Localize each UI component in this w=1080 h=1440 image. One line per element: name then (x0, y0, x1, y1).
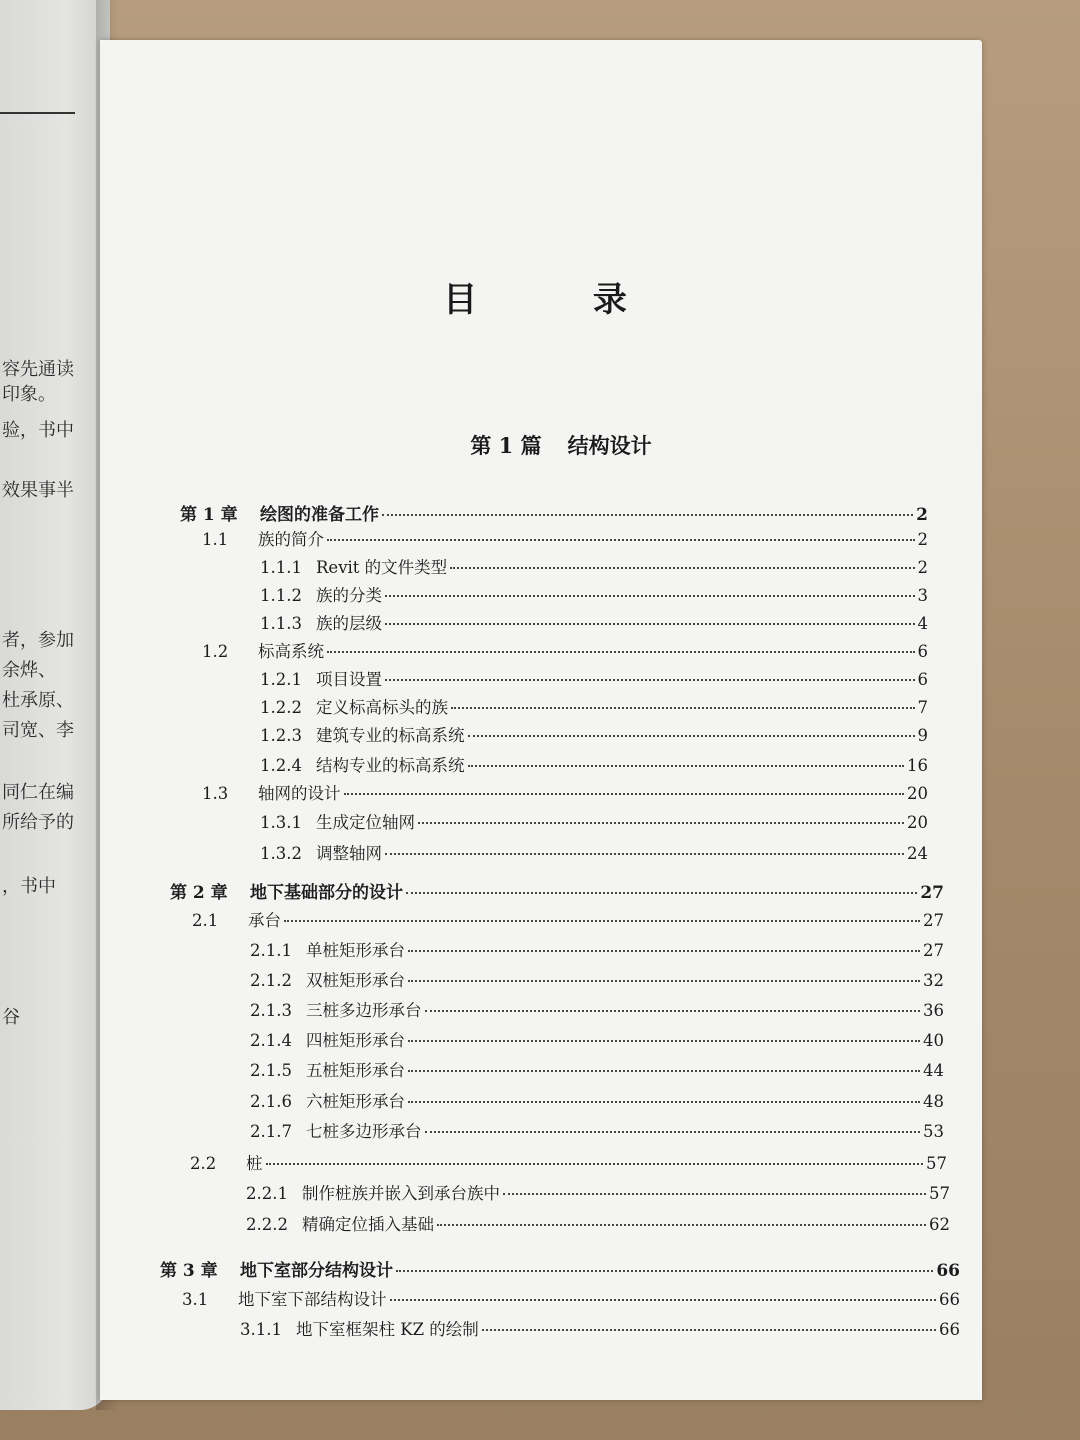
toc-entry-title: 调整轴网 (316, 844, 382, 863)
toc-subsection-entry (260, 840, 928, 864)
toc-entry-number: 3.1 (182, 1290, 209, 1309)
toc-page-number: 40 (923, 1031, 944, 1050)
toc-page-number: 24 (907, 844, 928, 863)
toc-page-number: 27 (920, 883, 944, 903)
toc-entry-title: 地下室框架柱 KZ 的绘制 (296, 1320, 479, 1339)
toc-dot-leader (344, 793, 905, 795)
toc-page-number: 9 (917, 726, 928, 745)
toc-page-number: 3 (917, 586, 928, 605)
toc-entry-number: 1.3.1 (260, 813, 302, 832)
toc-section-entry (192, 907, 944, 931)
left-page-fragment: 效果事半 (2, 480, 74, 501)
toc-subsection-entry (246, 1211, 950, 1235)
left-page-fragment: 验，书中 (2, 420, 74, 441)
toc-entry-number: 第 2 章 (170, 883, 228, 903)
toc-entry-title: 绘图的准备工作 (260, 505, 379, 525)
toc-dot-leader (408, 1101, 920, 1103)
toc-subsection-entry (250, 1088, 944, 1112)
left-page-fragment: 同仁在编 (2, 782, 74, 803)
toc-dot-leader (451, 707, 915, 709)
toc-entry-title: 七桩多边形承台 (306, 1122, 422, 1141)
toc-dot-leader (425, 1131, 921, 1133)
toc-page-number: 4 (917, 614, 928, 633)
page-title: 目 录 (443, 280, 679, 320)
toc-chapter-entry (170, 878, 944, 903)
toc-subsection-entry (250, 937, 944, 961)
toc-subsection-entry (240, 1316, 960, 1340)
toc-page-number: 36 (923, 1001, 944, 1020)
left-page-fragment: ，书中 (2, 876, 56, 897)
left-page-fragment: 余烨、 (2, 660, 56, 681)
toc-entry-title: 族的分类 (316, 586, 382, 605)
left-page-fragment: 者，参加 (2, 630, 74, 651)
table-of-contents (100, 40, 982, 1400)
toc-dot-leader (468, 765, 905, 767)
toc-entry-number: 第 3 章 (160, 1261, 218, 1281)
toc-entry-number: 1.2.2 (260, 698, 302, 717)
toc-dot-leader (408, 980, 920, 982)
toc-dot-leader (396, 1270, 933, 1272)
toc-subsection-entry (250, 967, 944, 991)
toc-entry-number: 2.2.2 (246, 1215, 288, 1234)
toc-dot-leader (468, 735, 915, 737)
part-number: 第 1 篇 (470, 433, 542, 458)
toc-entry-title: 桩 (246, 1154, 263, 1173)
toc-section-entry (182, 1286, 960, 1310)
toc-page-number: 32 (923, 971, 944, 990)
toc-subsection-entry (246, 1180, 950, 1204)
toc-dot-leader (408, 1070, 920, 1072)
toc-entry-number: 2.1.5 (250, 1061, 292, 1080)
toc-subsection-entry (260, 554, 928, 578)
toc-entry-number: 2.1.2 (250, 971, 292, 990)
toc-entry-title: 族的层级 (316, 614, 382, 633)
toc-dot-leader (385, 623, 915, 625)
toc-page-number: 6 (917, 670, 928, 689)
toc-page-number: 66 (939, 1320, 960, 1339)
toc-dot-leader (437, 1224, 926, 1226)
toc-entry-title: 轴网的设计 (258, 784, 341, 803)
toc-page-number: 44 (923, 1061, 944, 1080)
toc-entry-title: 地下室下部结构设计 (238, 1290, 387, 1309)
toc-dot-leader (406, 892, 917, 894)
toc-dot-leader (390, 1299, 937, 1301)
part-title: 结构设计 (567, 433, 652, 458)
toc-section-entry (190, 1150, 947, 1174)
toc-entry-number: 2.2 (190, 1154, 217, 1173)
toc-entry-title: 六桩矩形承台 (306, 1092, 405, 1111)
toc-page-number: 53 (923, 1122, 944, 1141)
toc-entry-number: 1.2.3 (260, 726, 302, 745)
toc-dot-leader (450, 567, 914, 569)
toc-entry-title: 双桩矩形承台 (306, 971, 405, 990)
toc-subsection-entry (250, 1057, 944, 1081)
toc-subsection-entry (260, 610, 928, 634)
toc-entry-number: 1.1.2 (260, 586, 302, 605)
toc-page-number: 16 (907, 756, 928, 775)
toc-entry-number: 2.1.7 (250, 1122, 292, 1141)
toc-entry-title: 建筑专业的标高系统 (316, 726, 465, 745)
contents-page (100, 40, 982, 1400)
toc-page-number: 27 (923, 941, 944, 960)
toc-section-entry (202, 638, 928, 662)
toc-dot-leader (385, 595, 915, 597)
toc-entry-title: 结构专业的标高系统 (316, 756, 465, 775)
toc-entry-number: 1.1 (202, 530, 229, 549)
toc-section-entry (202, 526, 928, 550)
toc-entry-number: 2.2.1 (246, 1184, 288, 1203)
toc-page-number: 20 (907, 813, 928, 832)
toc-entry-number: 1.2.4 (260, 756, 302, 775)
toc-entry-title: 族的简介 (258, 530, 324, 549)
toc-entry-number: 2.1 (192, 911, 219, 930)
toc-page-number: 62 (929, 1215, 950, 1234)
toc-entry-title: 四桩矩形承台 (306, 1031, 405, 1050)
toc-subsection-entry (260, 752, 928, 776)
toc-entry-number: 2.1.1 (250, 941, 292, 960)
toc-chapter-entry (180, 500, 928, 525)
toc-subsection-entry (250, 1118, 944, 1142)
toc-entry-title: 地下室部分结构设计 (240, 1261, 393, 1281)
toc-page-number: 2 (917, 530, 928, 549)
toc-page-number: 48 (923, 1092, 944, 1111)
toc-page-number: 57 (926, 1154, 947, 1173)
left-page-fragment: 印象。 (2, 384, 56, 405)
toc-entry-title: 生成定位轴网 (316, 813, 415, 832)
toc-entry-title: 精确定位插入基础 (302, 1215, 434, 1234)
toc-entry-title: 三桩多边形承台 (306, 1001, 422, 1020)
toc-chapter-entry (160, 1256, 960, 1281)
toc-subsection-entry (260, 809, 928, 833)
toc-entry-title: 定义标高标头的族 (316, 698, 448, 717)
left-page-fragment: 杜承原、 (2, 690, 74, 711)
toc-entry-number: 1.2 (202, 642, 229, 661)
toc-page-number: 66 (939, 1290, 960, 1309)
toc-dot-leader (425, 1010, 921, 1012)
toc-dot-leader (327, 651, 915, 653)
toc-entry-number: 1.3.2 (260, 844, 302, 863)
toc-page-number: 27 (923, 911, 944, 930)
toc-page-number: 6 (917, 642, 928, 661)
toc-dot-leader (266, 1163, 924, 1165)
toc-page-number: 2 (917, 558, 928, 577)
toc-subsection-entry (260, 722, 928, 746)
toc-dot-leader (327, 539, 915, 541)
toc-dot-leader (382, 514, 913, 516)
toc-dot-leader (503, 1193, 926, 1195)
toc-dot-leader (385, 853, 904, 855)
toc-entry-title: 制作桩族并嵌入到承台族中 (302, 1184, 500, 1203)
left-page-fragment: 容先通读 (2, 359, 74, 380)
toc-dot-leader (284, 920, 920, 922)
toc-entry-number: 1.2.1 (260, 670, 302, 689)
toc-subsection-entry (250, 997, 944, 1021)
left-page-fragment: 司宽、李 (2, 720, 74, 741)
toc-subsection-entry (260, 694, 928, 718)
toc-subsection-entry (250, 1027, 944, 1051)
toc-entry-number: 2.1.3 (250, 1001, 292, 1020)
toc-dot-leader (408, 950, 920, 952)
toc-entry-number: 2.1.4 (250, 1031, 292, 1050)
toc-entry-title: 地下基础部分的设计 (250, 883, 403, 903)
toc-entry-number: 第 1 章 (180, 505, 238, 525)
toc-page-number: 20 (907, 784, 928, 803)
left-page-fragment: 谷 (2, 1007, 20, 1028)
toc-entry-number: 3.1.1 (240, 1320, 282, 1339)
toc-page-number: 2 (916, 505, 928, 525)
toc-dot-leader (418, 822, 904, 824)
toc-entry-title: 承台 (248, 911, 281, 930)
left-page-fragment: 所给予的 (2, 812, 74, 833)
toc-entry-number: 2.1.6 (250, 1092, 292, 1111)
toc-entry-title: 五桩矩形承台 (306, 1061, 405, 1080)
left-page-rule (0, 112, 75, 114)
toc-section-entry (202, 780, 928, 804)
toc-entry-title: 单桩矩形承台 (306, 941, 405, 960)
toc-page-number: 66 (936, 1261, 960, 1281)
toc-entry-number: 1.3 (202, 784, 229, 803)
toc-entry-title: 项目设置 (316, 670, 382, 689)
toc-page-number: 57 (929, 1184, 950, 1203)
toc-entry-number: 1.1.3 (260, 614, 302, 633)
toc-subsection-entry (260, 666, 928, 690)
toc-entry-title: Revit 的文件类型 (316, 558, 448, 577)
toc-entry-number: 1.1.1 (260, 558, 302, 577)
toc-entry-title: 标高系统 (258, 642, 324, 661)
toc-subsection-entry (260, 582, 928, 606)
toc-dot-leader (385, 679, 915, 681)
toc-dot-leader (408, 1040, 920, 1042)
toc-page-number: 7 (917, 698, 928, 717)
toc-dot-leader (482, 1329, 936, 1331)
left-facing-page (0, 0, 110, 1410)
